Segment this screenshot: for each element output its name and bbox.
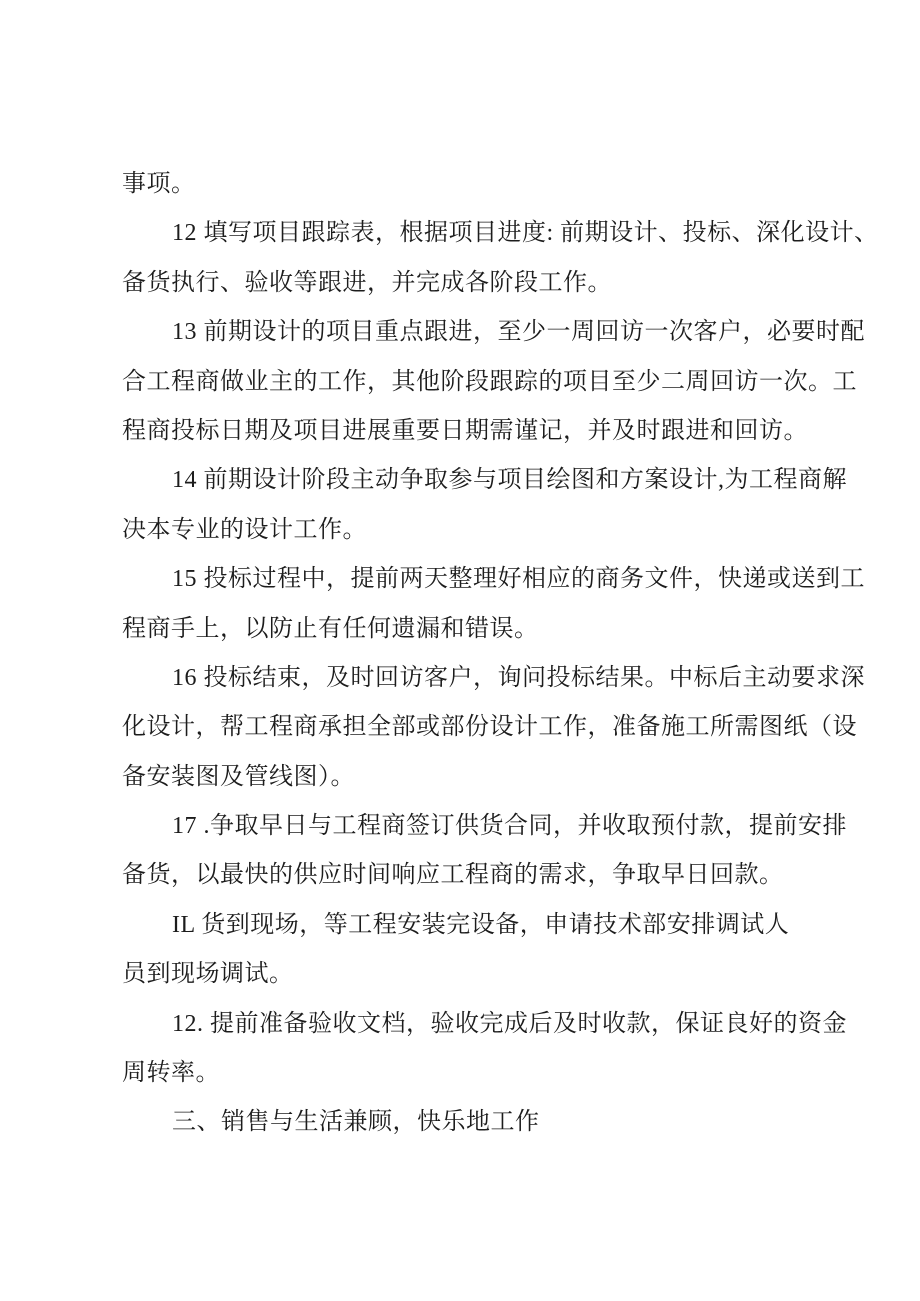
- doc-line: 16 投标结束，及时回访客户，询问投标结果。中标后主动要求深: [172, 664, 865, 691]
- doc-line: 备安装图及管线图）。: [122, 763, 355, 790]
- doc-line: 14 前期设计阶段主动争取参与项目绘图和方案设计,为工程商解: [172, 467, 847, 494]
- doc-line: 决本专业的设计工作。: [122, 516, 367, 543]
- doc-line: 13 前期设计的项目重点跟进，至少一周回访一次客户，必要时配: [172, 319, 865, 346]
- doc-line: 周转率。: [122, 1060, 220, 1087]
- doc-line: 17 .争取早日与工程商签订供货合同，并收取预付款，提前安排: [172, 813, 847, 840]
- doc-line: 化设计，帮工程商承担全部或部份设计工作，准备施工所需图纸（设: [122, 714, 857, 741]
- doc-line: 12 填写项目跟踪表，根据项目进度: 前期设计、投标、深化设计、: [172, 220, 879, 247]
- doc-line: 备货，以最快的供应时间响应工程商的需求，争取早日回款。: [122, 862, 784, 889]
- doc-line: 合工程商做业主的工作，其他阶段跟踪的项目至少二周回访一次。工: [122, 368, 857, 395]
- doc-line: IL 货到现场，等工程安装完设备，申请技术部安排调试人: [172, 911, 790, 938]
- doc-line: 备货执行、验收等跟进，并完成各阶段工作。: [122, 269, 612, 296]
- document-body: [122, 160, 879, 1148]
- doc-line: 员到现场调试。: [122, 961, 294, 988]
- doc-line: 三、销售与生活兼顾，快乐地工作: [172, 1109, 540, 1136]
- doc-line: 程商手上，以防止有任何遗漏和错误。: [122, 615, 539, 642]
- doc-line: 程商投标日期及项目进展重要日期需谨记，并及时跟进和回访。: [122, 417, 808, 444]
- doc-line: 事项。: [122, 171, 196, 197]
- doc-line: 15 投标过程中，提前两天整理好相应的商务文件，快递或送到工: [172, 566, 865, 593]
- doc-line: 12. 提前准备验收文档，验收完成后及时收款，保证良好的资金: [172, 1010, 847, 1037]
